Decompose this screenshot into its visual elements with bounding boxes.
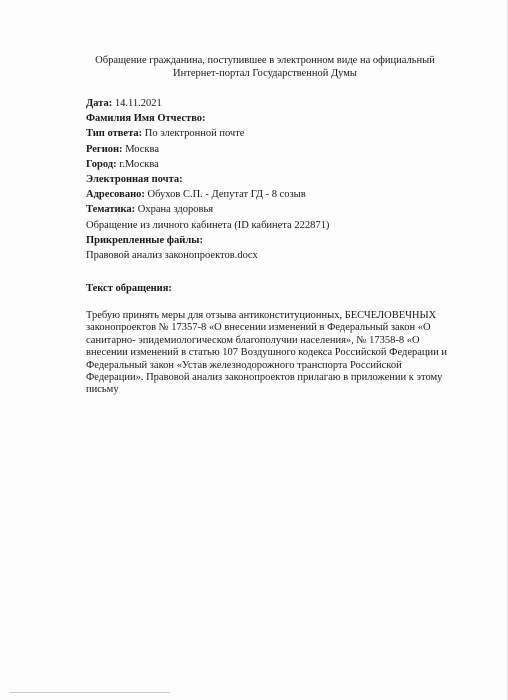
header-line-1: Обращение гражданина, поступившее в электронном виде на официальный <box>95 55 435 66</box>
appeal-text-line: законопроектов № 17357-8 «О внесении изменений в Федеральный закон «О <box>86 322 431 334</box>
field-label: Адресовано: <box>86 189 145 201</box>
field-value: г.Москва <box>116 158 159 170</box>
field-label: Электронная почта: <box>86 173 183 185</box>
field-addressee <box>86 187 486 202</box>
field-label: Тип ответа: <box>86 128 143 140</box>
appeal-text-line: Федерации». Правовой анализ законопроектов прилагаю в приложении к этому <box>86 372 443 384</box>
field-label: Город: <box>86 158 117 170</box>
field-email <box>86 172 486 187</box>
field-attachments <box>86 233 486 248</box>
field-label: Тематика: <box>86 204 136 216</box>
appeal-text-body <box>86 310 478 397</box>
document-header <box>60 54 470 80</box>
field-value: Обращение из личного кабинета (ID кабинета 222871) <box>86 219 330 231</box>
appeal-text-title: Текст обращения: <box>86 283 172 294</box>
field-label: Прикрепленные файлы: <box>86 234 203 246</box>
field-value: Охрана здоровья <box>135 204 214 216</box>
attachment-file-name: Правовой анализ законопроектов.docx <box>86 249 258 261</box>
field-value: 14.11.2021 <box>112 98 162 109</box>
footer-divider <box>10 692 170 693</box>
field-response-type <box>86 126 486 141</box>
field-source <box>86 218 486 233</box>
appeal-fields <box>86 96 486 263</box>
appeal-text-line: Требую принять меры для отзыва антиконституционных, БЕСЧЕЛОВЕЧНЫХ <box>86 310 437 321</box>
appeal-text-line: внесении изменений в статью 107 Воздушного кодекса Российской Федерации и <box>86 347 447 359</box>
appeal-text-line: санитарно- эпидемиологическом благополучии населения», № 17358-8 «О <box>86 334 420 346</box>
field-label: Дата: <box>86 98 113 109</box>
header-line-2: Интернет-портал Государственной Думы <box>173 68 357 79</box>
field-date <box>86 96 486 111</box>
field-label: Фамилия Имя Отчество: <box>86 113 206 125</box>
field-value: По электронной почте <box>142 128 245 140</box>
appeal-text-line: письму <box>86 384 119 396</box>
appeal-text-line: Федеральный закон «Устав железнодорожного транспорта Российской <box>86 359 402 371</box>
field-city <box>86 157 486 172</box>
field-label: Регион: <box>86 143 123 155</box>
field-value: Москва <box>122 143 160 155</box>
field-region <box>86 142 486 157</box>
field-value: Обухов С.П. - Депутат ГД - 8 созыв <box>144 189 306 201</box>
field-full-name <box>86 111 486 126</box>
field-attachment-file <box>86 248 486 263</box>
field-topic <box>86 202 486 217</box>
